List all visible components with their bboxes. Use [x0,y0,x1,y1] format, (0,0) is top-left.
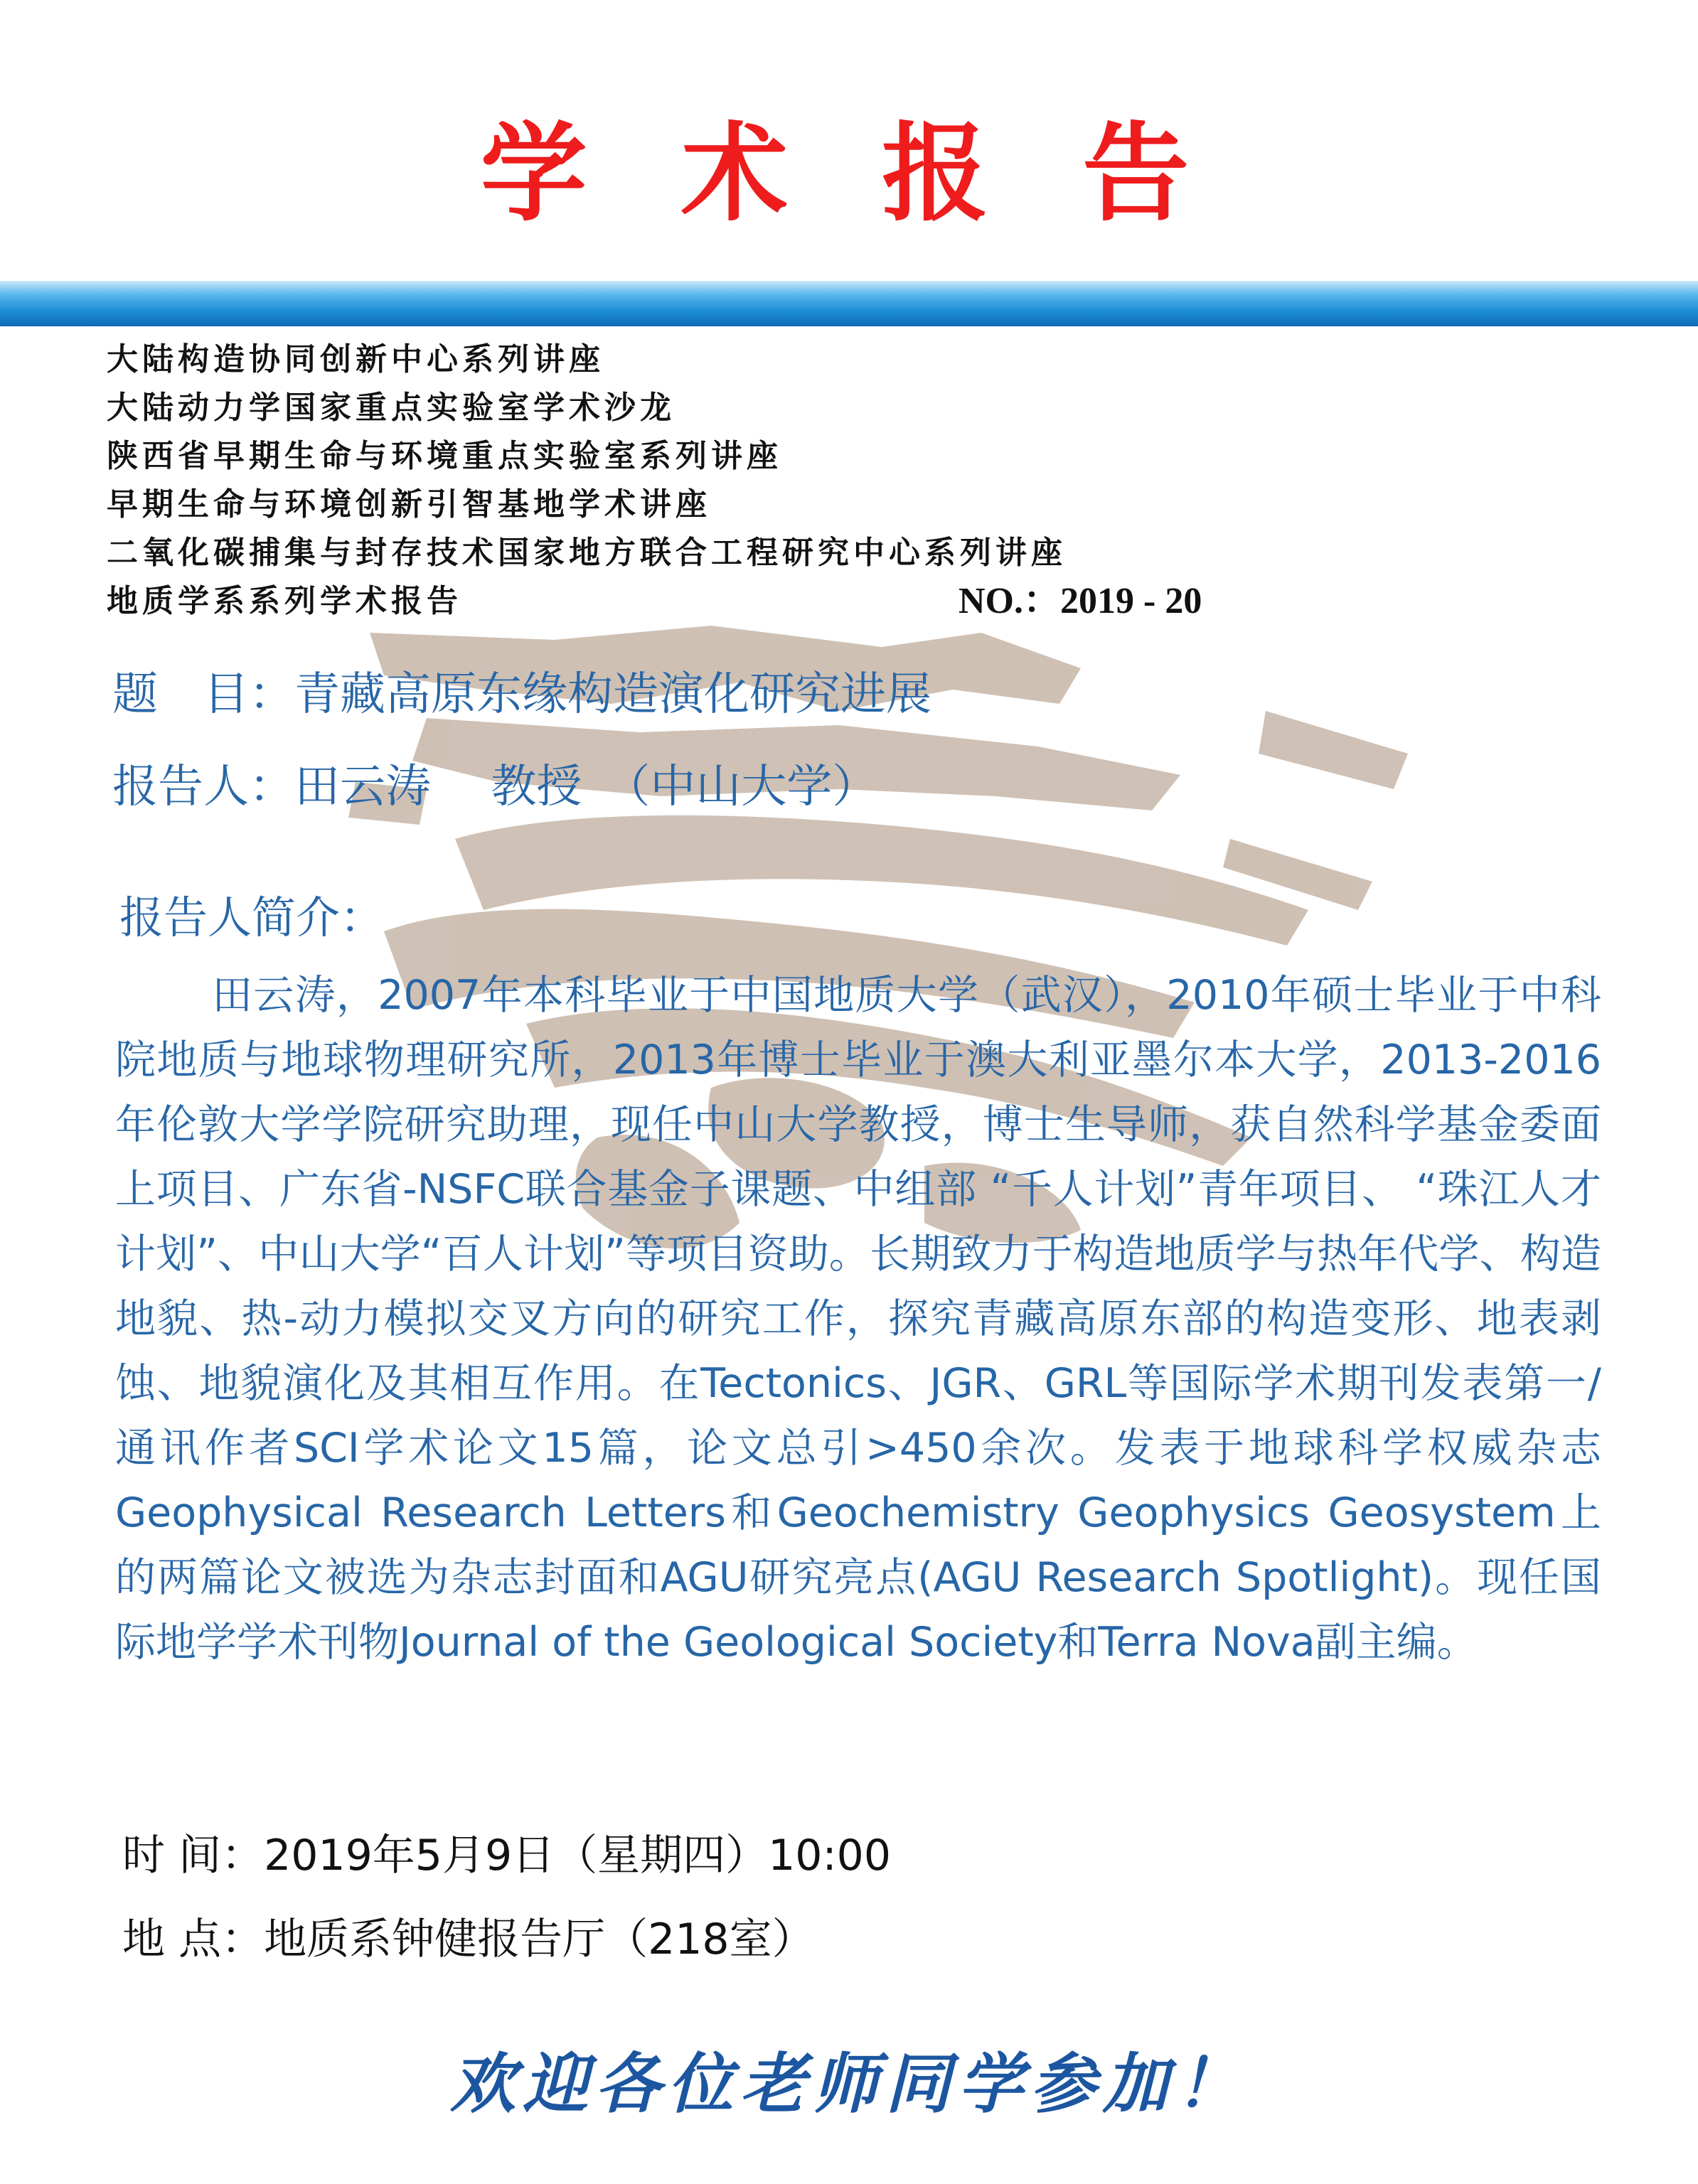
event-place: 地 点：地质系钟健报告厅（218室） [122,1915,815,1964]
poster-title: 学 术 报 告 [480,112,1218,236]
bio-heading: 报告人简介： [119,892,385,943]
welcome-message: 欢迎各位老师同学参加！ [449,2045,1248,2122]
series-line: 地质学系系列学术报告 [107,583,462,619]
report-number: NO.：2019 - 20 [959,581,1202,621]
header-band [0,281,1698,326]
series-line: 陕西省早期生命与环境重点实验室系列讲座 [107,438,782,474]
series-line: 大陆构造协同创新中心系列讲座 [107,341,604,378]
talk-topic: 题 目：青藏高原东缘构造演化研究进展 [112,668,931,721]
event-time: 时 间：2019年5月9日（星期四）10:00 [122,1831,892,1880]
lecture-series-list [107,336,1315,626]
bio-paragraph: 田云涛，2007年本科毕业于中国地质大学（武汉），2010年硕士毕业于中科院地质与地球物理研究所，2013年博士毕业于澳大利亚墨尔本大学，2013-2016年伦敦大学学院研究助理，现任中山大学教授，博士生导师，获自然科学基金委面上项目、广东省-NSFC联合基金子课题、中组部 “千人计划”青年项目、 “珠江人才计划”、中山大学“百人计划”等项目资助。长期致力于构造地质学与热年代学、构造地貌、热-动力模拟交叉方向的研究工作，探究青藏高原东部的构造变形、地表剥蚀、地貌演化及其相互作用。在Tectonics、JGR、GRL等国际学术期刊发表第一/通讯作者SCI学术论文15篇，论文总引>450余次。发表于地球科学权威杂志Geophysical Research Letters和Geochemistry Geophysics Geosystem上的两篇论文被选为杂志封面和AGU研究亮点(AGU Research Spotlight)。现任国际地学学术刊物Journal of the Geological Society和Terra Nova副主编。 [115,972,1601,1666]
series-line: 大陆动力学国家重点实验室学术沙龙 [107,390,676,426]
series-line: 早期生命与环境创新引智基地学术讲座 [107,486,711,523]
series-line: 二氧化碳捕集与封存技术国家地方联合工程研究中心系列讲座 [107,535,1067,571]
talk-speaker: 报告人：田云涛 教授 （中山大学） [112,761,878,813]
series-line-last [107,577,1315,626]
